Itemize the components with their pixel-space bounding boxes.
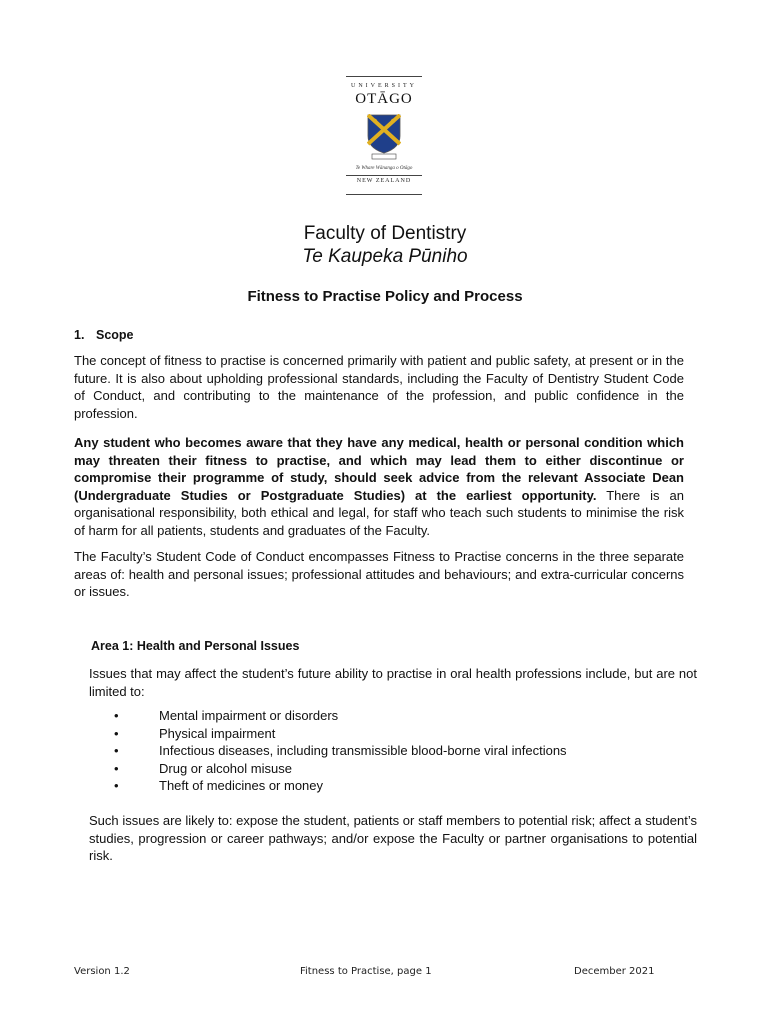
list-item-text: Theft of medicines or money xyxy=(159,778,324,793)
logo-bottom-rule xyxy=(346,194,422,195)
crest-icon xyxy=(367,114,401,160)
issues-list xyxy=(114,707,567,795)
bullet-icon: • xyxy=(114,760,119,776)
area-outro-paragraph: Such issues are likely to: expose the student, patients or staff members to potential risk; affect a student’s studies, progression or career pathways; and/or expose the Faculty or partner organisations to potential risk. xyxy=(89,813,697,863)
bullet-icon: • xyxy=(114,743,119,758)
bullet-icon: • xyxy=(114,725,119,741)
scope-paragraph-1: The concept of fitness to practise is concerned primarily with patient and public safety, at present or in the future. It is also about upholding professional standards, including the Faculty of Dentistry Student Code of Conduct, and contributing to the maintenance of the profession, and public confidence in the profession. xyxy=(74,353,684,421)
list-item xyxy=(114,760,567,778)
bullet-icon: • xyxy=(114,778,119,793)
university-logo xyxy=(346,76,422,196)
list-item xyxy=(114,707,567,725)
list-item-text: Physical impairment xyxy=(159,725,276,741)
logo-university-text: UNIVERSITY xyxy=(351,83,417,89)
list-item-text: Mental impairment or disorders xyxy=(159,708,339,723)
area-intro-paragraph: Issues that may affect the student’s future ability to practise in oral health professions include, but are not limited to: xyxy=(89,666,697,699)
logo-top-rule xyxy=(346,76,422,77)
list-item xyxy=(114,742,567,760)
list-item xyxy=(114,725,567,743)
document-title: Fitness to Practise Policy and Process xyxy=(247,288,523,305)
faculty-maori-title: Te Kaupeka Pūniho xyxy=(302,246,468,267)
section-number: 1. xyxy=(74,328,85,342)
scope-paragraph-2-rest: There is an organisational responsibility, both ethical and legal, for staff who teach such students to minimise the risk of harm for all patients, students and graduates of the Faculty. xyxy=(74,487,684,538)
footer-page-label: Fitness to Practise, page 1 xyxy=(300,966,432,977)
scope-paragraph-2-bold: Any student who becomes aware that they have any medical, health or personal condition which may threaten their fitness to practise, and which may lead them to either discontinue or compromise their programme of study, should seek advice from the relevant Associate Dean (Undergraduate Studies or Postgraduate Studies) at the earliest opportunity. xyxy=(74,435,684,503)
section-title: Scope xyxy=(96,328,134,342)
scope-paragraph-2 xyxy=(74,434,684,539)
logo-name-text: OTĀGO xyxy=(355,91,413,107)
logo-middle-rule xyxy=(346,175,422,176)
list-item-text: Infectious diseases, including transmissible blood-borne viral infections xyxy=(159,743,567,758)
bullet-icon: • xyxy=(114,708,119,723)
faculty-title: Faculty of Dentistry xyxy=(303,223,467,244)
section-heading xyxy=(74,328,134,342)
area-heading: Area 1: Health and Personal Issues xyxy=(91,639,300,653)
list-item xyxy=(114,777,567,795)
footer-date: December 2021 xyxy=(574,966,655,977)
list-item-text: Drug or alcohol misuse xyxy=(159,760,292,776)
footer-version: Version 1.2 xyxy=(74,966,130,977)
logo-country-text: NEW ZEALAND xyxy=(356,178,412,184)
logo-maori-text: Te Whare Wānanga o Otāgo xyxy=(355,166,413,171)
scope-paragraph-3: The Faculty’s Student Code of Conduct encompasses Fitness to Practise concerns in the three separate areas of: health and personal issues; professional attitudes and behaviours; and extra-curricular concerns or issues. xyxy=(74,549,684,599)
